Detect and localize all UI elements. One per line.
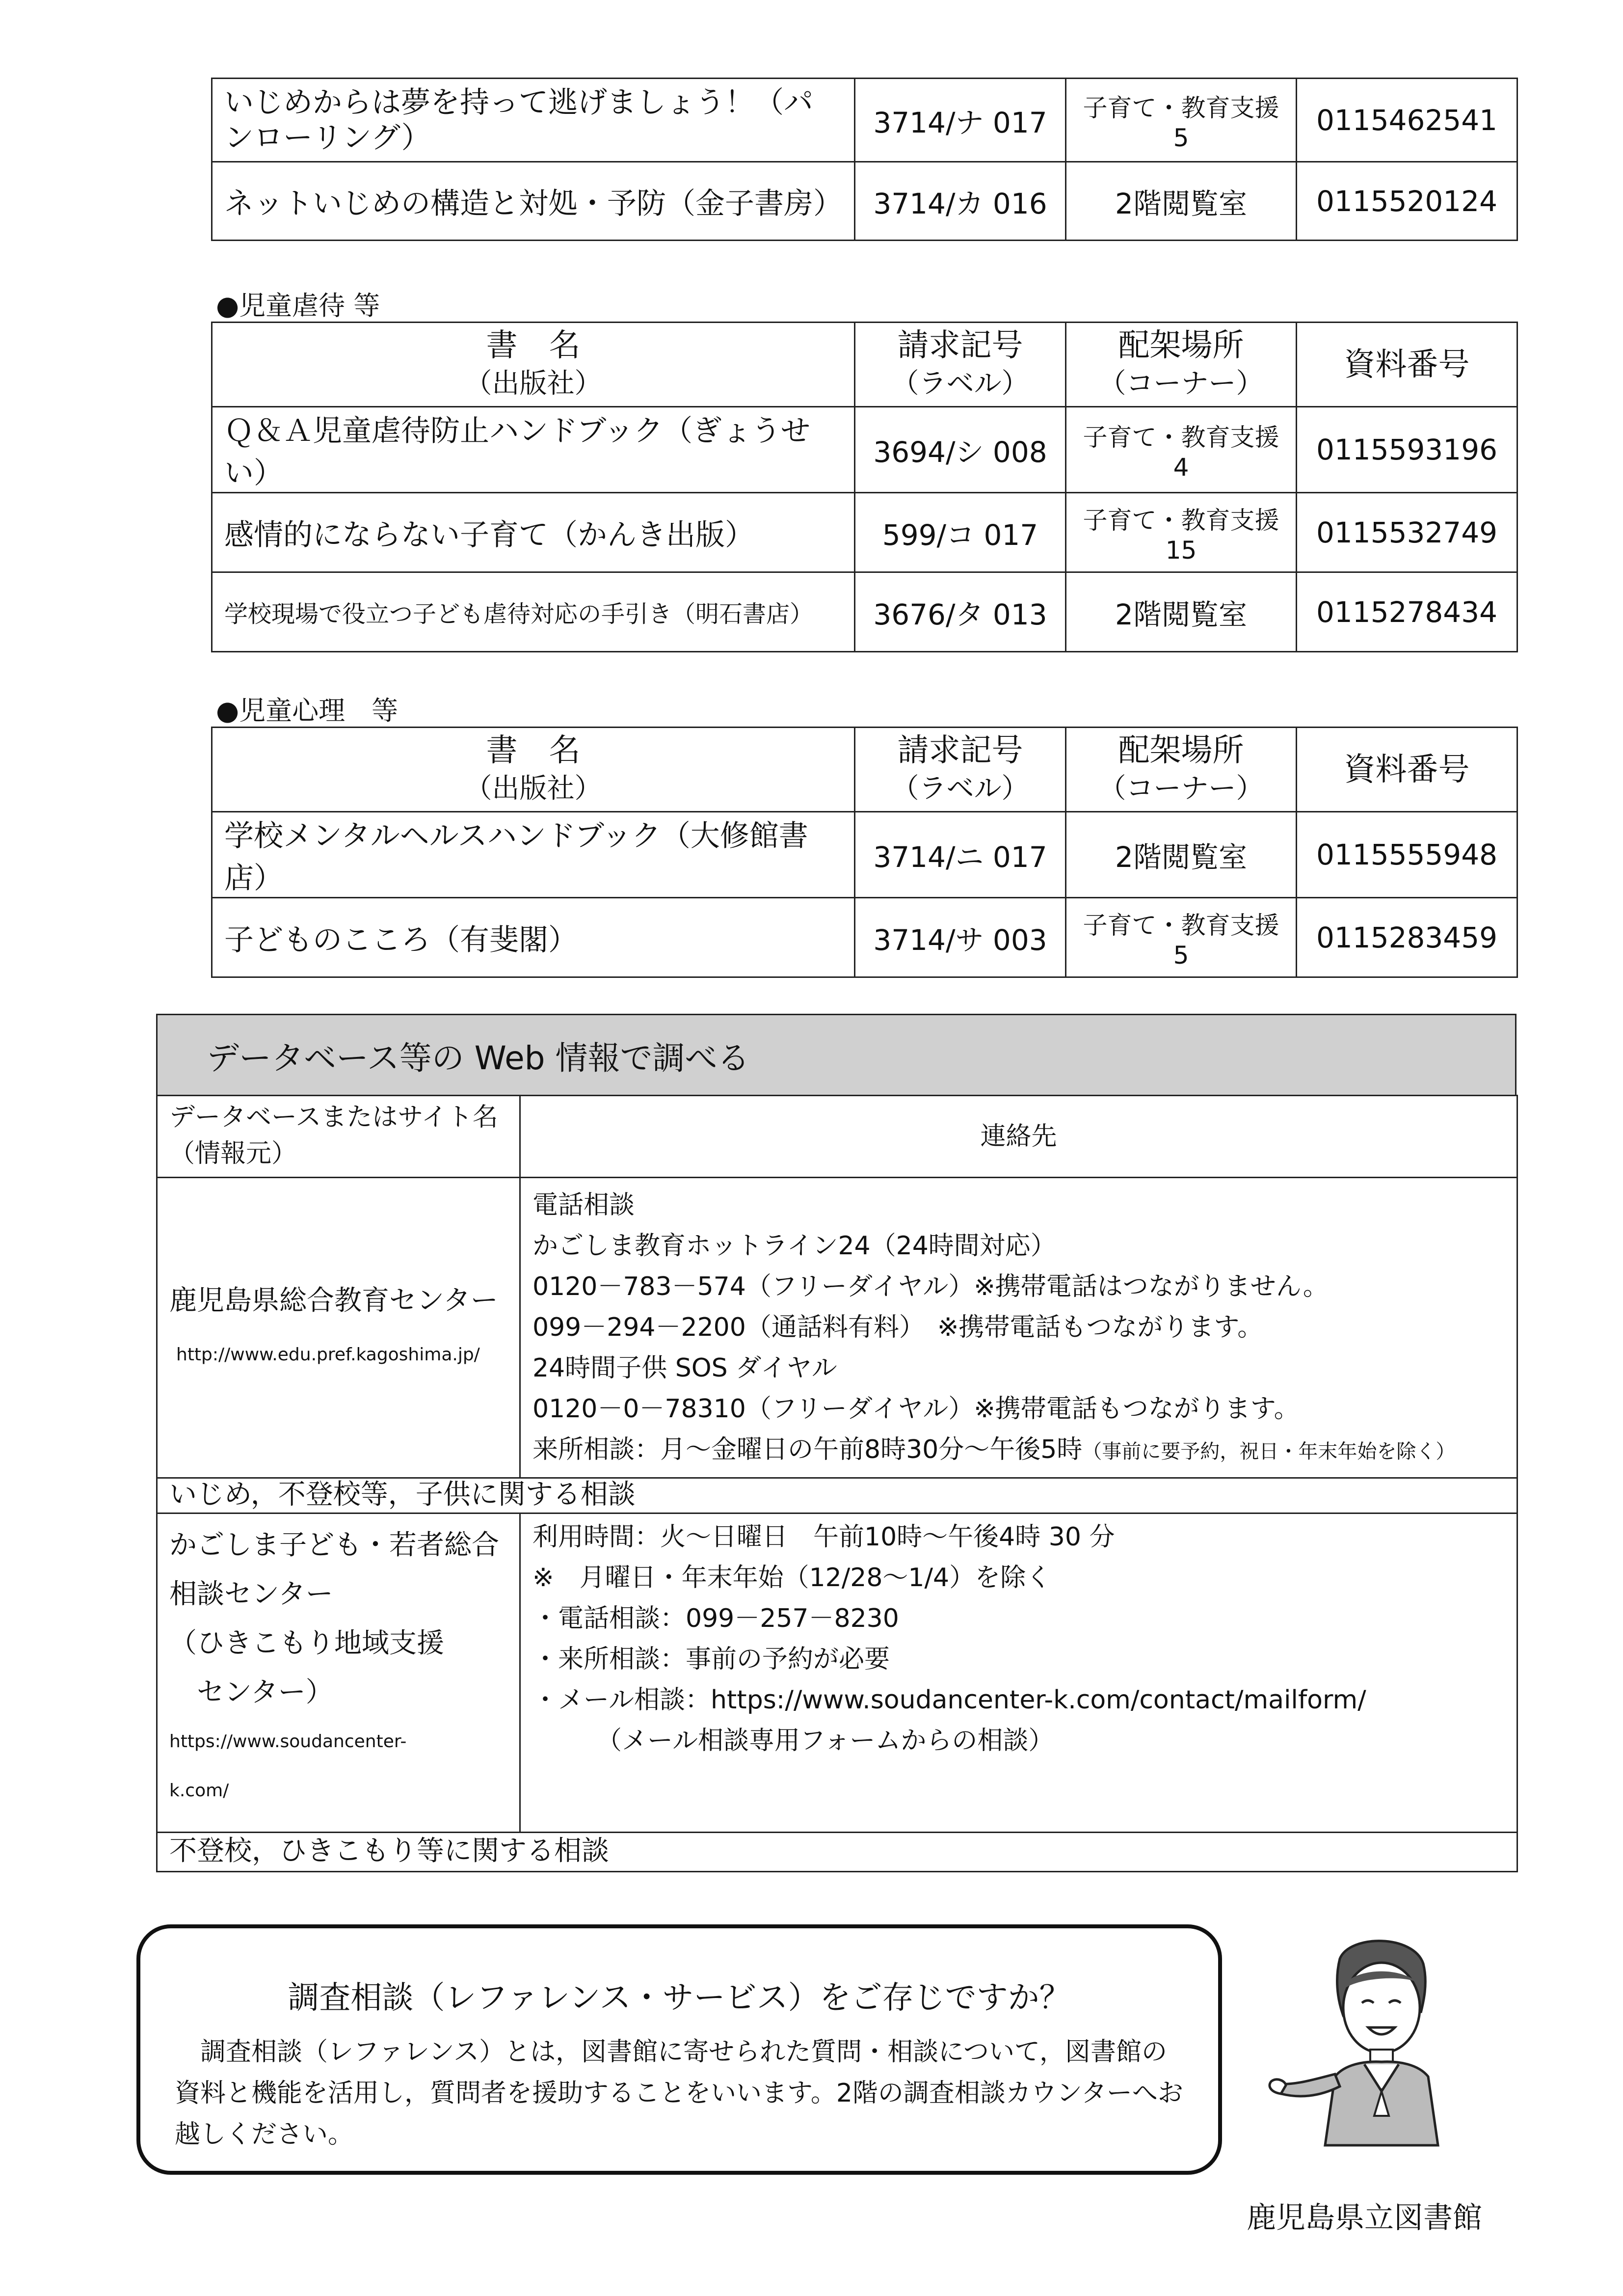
section-label-abuse: ●児童虐待 等 <box>216 290 380 321</box>
item-number: 0115593196 <box>1297 407 1517 493</box>
site-url[interactable]: http://www.edu.pref.kagoshima.jp/ <box>176 1344 480 1365</box>
table-row <box>212 407 1517 493</box>
header-item-number: 資料番号 <box>1297 728 1517 812</box>
table-row <box>212 812 1517 898</box>
contact-line: ※ 月曜日・年末年始（12/28～1/4）を除く <box>532 1563 1052 1593</box>
contact-line: かごしま教育ホットライン24（24時間対応） <box>532 1231 1056 1261</box>
shelf-location: 2階閲覧室 <box>1066 812 1297 898</box>
shelf-location: 2階閲覧室 <box>1066 162 1297 241</box>
contact-line: 24時間子供 SOS ダイヤル <box>532 1353 837 1383</box>
contact-line: ・メール相談：https://www.soudancenter-k.com/contact/mailform/ <box>532 1685 1366 1715</box>
table-row <box>212 79 1517 162</box>
site-name-cell <box>157 1513 520 1833</box>
call-number: 3714/ナ 017 <box>855 79 1066 162</box>
site-name: センター） <box>169 1676 333 1708</box>
contact-line: ・来所相談：事前の予約が必要 <box>532 1645 890 1674</box>
table-row <box>212 493 1517 572</box>
shelf-location: 子育て・教育支援15 <box>1066 493 1297 572</box>
category-caption: いじめ，不登校等，子供に関する相談 <box>157 1478 1517 1513</box>
contact-line: （メール相談専用フォームからの相談） <box>532 1726 1054 1756</box>
web-resources-table <box>156 1095 1518 1872</box>
shelf-location: 子育て・教育支援4 <box>1066 407 1297 493</box>
header-contact: 連絡先 <box>520 1096 1517 1178</box>
header-title: 書 名 （出版社） <box>212 728 855 812</box>
book-title: 学校メンタルヘルスハンドブック（大修館書店） <box>212 812 855 898</box>
site-name: 相談センター <box>169 1578 333 1610</box>
item-number: 0115555948 <box>1297 812 1517 898</box>
abuse-books-table <box>211 322 1518 652</box>
book-title: Ｑ＆Ａ児童虐待防止ハンドブック（ぎょうせい） <box>212 407 855 493</box>
call-number: 3676/タ 013 <box>855 572 1066 652</box>
header-title: 書 名 （出版社） <box>212 323 855 407</box>
contact-line: 0120－0－78310（フリーダイヤル）※携帯電話もつながります。 <box>532 1394 1300 1424</box>
site-url[interactable]: https://www.soudancenter- <box>169 1731 407 1752</box>
table-header-row <box>212 728 1517 812</box>
contact-line: ・電話相談：099－257－8230 <box>532 1604 899 1633</box>
shelf-location: 子育て・教育支援5 <box>1066 79 1297 162</box>
table-row <box>157 1833 1517 1872</box>
table-row <box>157 1478 1517 1513</box>
callout-body: 調査相談（レファレンス）とは，図書館に寄せられた質問・相談について，図書館の資料と機能を活用し，質問者を援助することをいいます。2階の調査相談カウンターへお越しください。 <box>175 2037 1183 2149</box>
contact-line: 0120－783－574（フリーダイヤル）※携帯電話はつながりません。 <box>532 1272 1329 1301</box>
site-name: かごしま子ども・若者総合 <box>169 1529 499 1561</box>
table-header-row <box>212 323 1517 407</box>
item-number: 0115283459 <box>1297 898 1517 977</box>
item-number: 0115462541 <box>1297 79 1517 162</box>
header-call-number: 請求記号 （ラベル） <box>855 728 1066 812</box>
psychology-books-table <box>211 727 1518 978</box>
callout-title: 調査相談（レファレンス・サービス）をご存じですか？ <box>288 1980 1071 2016</box>
header-location: 配架場所 （コーナー） <box>1066 728 1297 812</box>
contact-line: 来所相談：月～金曜日の午前8時30分～午後5時（事前に要予約，祝日・年末年始を除く） <box>532 1435 1456 1464</box>
shelf-location: 子育て・教育支援5 <box>1066 898 1297 977</box>
library-name: 鹿児島県立図書館 <box>1247 2201 1482 2235</box>
call-number: 3694/シ 008 <box>855 407 1066 493</box>
book-title: 子どものこころ（有斐閣） <box>212 898 855 977</box>
call-number: 3714/カ 016 <box>855 162 1066 241</box>
bullying-books-table <box>211 78 1518 241</box>
header-call-number: 請求記号 （ラベル） <box>855 323 1066 407</box>
shelf-location: 2階閲覧室 <box>1066 572 1297 652</box>
contact-line: 利用時間：火～日曜日 午前10時～午後4時 30 分 <box>532 1522 1115 1552</box>
site-url[interactable]: k.com/ <box>169 1781 229 1801</box>
section-label-psychology: ●児童心理 等 <box>216 695 399 726</box>
call-number: 3714/ニ 017 <box>855 812 1066 898</box>
site-name: 鹿児島県総合教育センター <box>169 1284 498 1317</box>
header-site-name: データベースまたはサイト名 （情報元） <box>157 1096 520 1178</box>
contact-line: 099－294－2200（通話料有料） ※携帯電話もつながります。 <box>532 1313 1263 1342</box>
table-row <box>212 572 1517 652</box>
item-number: 0115532749 <box>1297 493 1517 572</box>
site-name: （ひきこもり地域支援 <box>169 1627 444 1659</box>
book-title: いじめからは夢を持って逃げましょう！（パンローリング） <box>212 79 855 162</box>
header-item-number: 資料番号 <box>1297 323 1517 407</box>
book-title: ネットいじめの構造と対処・予防（金子書房） <box>212 162 855 241</box>
librarian-illustration <box>1266 1929 1472 2150</box>
category-caption: 不登校，ひきこもり等に関する相談 <box>157 1833 1517 1872</box>
table-row <box>157 1513 1517 1833</box>
item-number: 0115520124 <box>1297 162 1517 241</box>
contact-cell <box>520 1513 1517 1833</box>
call-number: 3714/サ 003 <box>855 898 1066 977</box>
book-title: 学校現場で役立つ子ども虐待対応の手引き（明石書店） <box>212 572 855 652</box>
call-number: 599/コ 017 <box>855 493 1066 572</box>
web-section-title: データベース等の Web 情報で調べる <box>156 1014 1517 1096</box>
site-name-cell <box>157 1178 520 1478</box>
reference-service-callout <box>136 1924 1222 2175</box>
table-row <box>212 898 1517 977</box>
table-row <box>212 162 1517 241</box>
contact-cell <box>520 1178 1517 1478</box>
contact-line: 電話相談 <box>532 1190 635 1220</box>
book-title: 感情的にならない子育て（かんき出版） <box>212 493 855 572</box>
table-row <box>157 1178 1517 1478</box>
item-number: 0115278434 <box>1297 572 1517 652</box>
table-header-row <box>157 1096 1517 1178</box>
header-location: 配架場所 （コーナー） <box>1066 323 1297 407</box>
